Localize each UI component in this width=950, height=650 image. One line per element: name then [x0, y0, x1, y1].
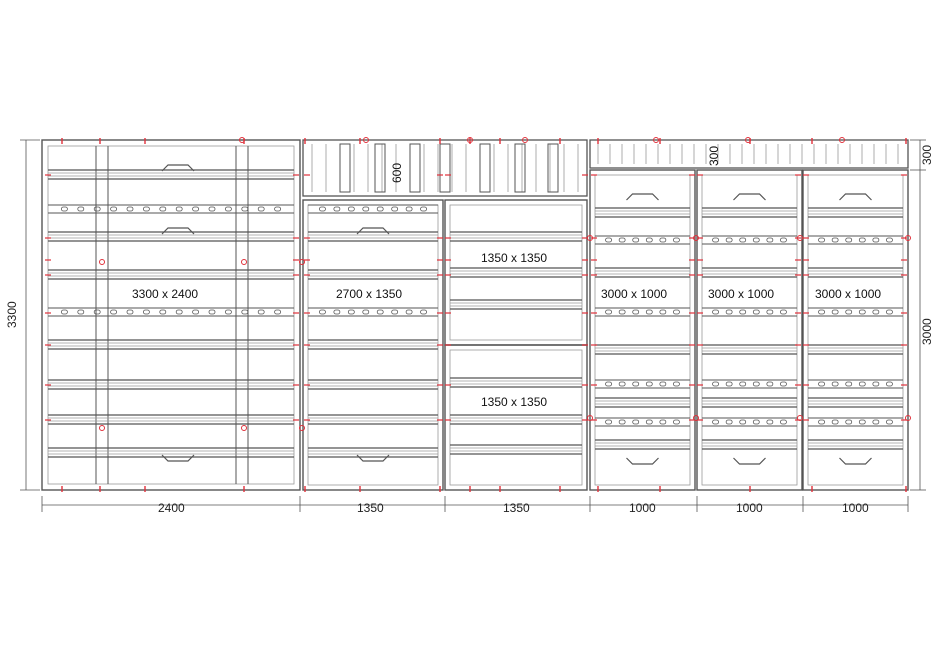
- filler-label-300: 300: [707, 145, 721, 166]
- slot-hole: [780, 310, 786, 314]
- slot-hole: [275, 207, 281, 211]
- dim-bottom-1000-a: 1000: [629, 501, 656, 515]
- slot-hole: [94, 207, 100, 211]
- slot-hole: [209, 207, 215, 211]
- panel-handle: [627, 458, 659, 464]
- panel-handle: [162, 455, 194, 461]
- panel-label-1350x1350-bottom: 1350 x 1350: [481, 395, 548, 409]
- slot-hole: [819, 382, 825, 386]
- panel-3300x2400-inner: [48, 146, 294, 484]
- slot-hole: [740, 310, 746, 314]
- slot-hole: [780, 382, 786, 386]
- slot-hole: [421, 310, 427, 314]
- slot-hole: [819, 310, 825, 314]
- slot-hole: [377, 310, 383, 314]
- panel-3000x1000-c-frame: [803, 170, 908, 490]
- slot-hole: [633, 420, 639, 424]
- slot-hole: [61, 310, 67, 314]
- panel-handle: [357, 455, 389, 461]
- panel-1350x1350-top-frame: [445, 200, 587, 345]
- slot-hole: [660, 310, 666, 314]
- slot-hole: [143, 310, 149, 314]
- filler-600-bracket: [375, 144, 385, 192]
- slot-hole: [859, 420, 865, 424]
- slot-hole: [660, 420, 666, 424]
- slot-hole: [94, 310, 100, 314]
- slot-hole: [619, 420, 625, 424]
- slot-hole: [209, 310, 215, 314]
- slot-hole: [377, 207, 383, 211]
- slot-hole: [726, 382, 732, 386]
- slot-hole: [713, 420, 719, 424]
- slot-hole: [753, 310, 759, 314]
- slot-hole: [160, 207, 166, 211]
- slot-hole: [873, 238, 879, 242]
- panel-3000x1000-a-frame: [590, 170, 695, 490]
- filler-600-frame: [303, 140, 587, 196]
- clip-circle: [242, 260, 247, 265]
- slot-hole: [392, 310, 398, 314]
- panel-label-3000x1000-c: 3000 x 1000: [815, 287, 882, 301]
- slot-hole: [819, 238, 825, 242]
- slot-hole: [753, 420, 759, 424]
- dim-bottom-1350-a: 1350: [357, 501, 384, 515]
- panel-label-1350x1350-top: 1350 x 1350: [481, 251, 548, 265]
- slot-hole: [859, 310, 865, 314]
- slot-hole: [886, 310, 892, 314]
- slot-hole: [846, 382, 852, 386]
- slot-hole: [406, 310, 412, 314]
- slot-hole: [606, 420, 612, 424]
- slot-hole: [846, 420, 852, 424]
- slot-hole: [78, 310, 84, 314]
- connector-marks: [45, 138, 911, 493]
- slot-hole: [726, 420, 732, 424]
- dim-right-3000: 3000: [920, 318, 934, 345]
- panel-3000x1000-c-inner: [808, 175, 903, 485]
- slot-hole: [646, 382, 652, 386]
- slot-hole: [633, 382, 639, 386]
- slot-hole: [421, 207, 427, 211]
- clip-circle: [242, 426, 247, 431]
- slot-hole: [673, 238, 679, 242]
- slot-hole: [633, 238, 639, 242]
- slot-hole: [726, 310, 732, 314]
- filler-600-bracket: [340, 144, 350, 192]
- clip-circle: [694, 416, 699, 421]
- slot-hole: [832, 238, 838, 242]
- slot-hole: [334, 310, 340, 314]
- slot-hole: [606, 382, 612, 386]
- slot-hole: [606, 238, 612, 242]
- clip-circle: [100, 260, 105, 265]
- dim-bottom-1000-c: 1000: [842, 501, 869, 515]
- filler-600-bracket: [410, 144, 420, 192]
- slot-hole: [619, 310, 625, 314]
- slot-hole: [275, 310, 281, 314]
- panel-3000x1000-b-inner: [702, 175, 797, 485]
- slot-hole: [363, 207, 369, 211]
- dim-left-3300: 3300: [5, 301, 19, 328]
- slot-hole: [633, 310, 639, 314]
- slot-hole: [646, 310, 652, 314]
- panel-label-3000x1000-a: 3000 x 1000: [601, 287, 668, 301]
- slot-hole: [363, 310, 369, 314]
- slot-hole: [819, 420, 825, 424]
- slot-hole: [713, 238, 719, 242]
- slot-hole: [726, 238, 732, 242]
- slot-hole: [886, 420, 892, 424]
- panel-handle: [734, 458, 766, 464]
- slot-hole: [832, 310, 838, 314]
- slot-hole: [886, 238, 892, 242]
- slot-hole: [767, 310, 773, 314]
- slot-hole: [619, 382, 625, 386]
- filler-600-bracket: [515, 144, 525, 192]
- slot-hole: [767, 420, 773, 424]
- slot-hole: [225, 310, 231, 314]
- slot-hole: [619, 238, 625, 242]
- panel-2700x1350-inner: [308, 205, 438, 485]
- panel-3300x2400-frame: [42, 140, 300, 490]
- filler-600-bracket: [548, 144, 558, 192]
- slot-hole: [319, 310, 325, 314]
- slot-hole: [143, 207, 149, 211]
- slot-hole: [78, 207, 84, 211]
- slot-hole: [753, 382, 759, 386]
- slot-hole: [767, 382, 773, 386]
- slot-hole: [886, 382, 892, 386]
- slot-hole: [873, 382, 879, 386]
- slot-hole: [160, 310, 166, 314]
- slot-hole: [660, 238, 666, 242]
- slot-hole: [753, 238, 759, 242]
- panel-1350x1350-bottom-frame: [445, 345, 587, 490]
- panel-handle: [627, 194, 659, 200]
- slot-hole: [673, 420, 679, 424]
- slot-hole: [646, 420, 652, 424]
- slot-hole: [61, 207, 67, 211]
- slot-hole: [673, 382, 679, 386]
- slot-hole: [740, 420, 746, 424]
- slot-hole: [225, 207, 231, 211]
- slot-hole: [176, 207, 182, 211]
- panel-label-3300x2400: 3300 x 2400: [132, 287, 199, 301]
- slot-hole: [606, 310, 612, 314]
- panel-handle: [734, 194, 766, 200]
- panel-label-3000x1000-b: 3000 x 1000: [708, 287, 775, 301]
- panel-3000x1000-b-frame: [697, 170, 802, 490]
- slot-hole: [740, 238, 746, 242]
- panel-frames: [42, 140, 908, 490]
- dim-bottom-1350-b: 1350: [503, 501, 530, 515]
- slot-hole: [406, 207, 412, 211]
- panel-1350x1350-bottom-inner: [450, 350, 582, 485]
- panel-3000x1000-a-inner: [595, 175, 690, 485]
- slot-hole: [859, 382, 865, 386]
- slot-hole: [242, 207, 248, 211]
- panel-2700x1350-frame: [303, 200, 443, 490]
- slot-hole: [176, 310, 182, 314]
- panel-label-2700x1350: 2700 x 1350: [336, 287, 403, 301]
- slot-hole: [258, 207, 264, 211]
- slot-hole: [392, 207, 398, 211]
- panel-handle: [840, 458, 872, 464]
- panel-handle: [162, 228, 194, 234]
- slot-hole: [713, 382, 719, 386]
- slot-hole: [111, 207, 117, 211]
- slot-hole: [660, 382, 666, 386]
- dim-right-300: 300: [920, 144, 934, 165]
- slot-hole: [713, 310, 719, 314]
- slot-hole: [832, 382, 838, 386]
- slot-hole: [767, 238, 773, 242]
- panel-handle: [840, 194, 872, 200]
- slot-hole: [673, 310, 679, 314]
- slot-hole: [193, 310, 199, 314]
- slot-hole: [646, 238, 652, 242]
- filler-label-600: 600: [390, 162, 404, 183]
- panel-1350x1350-top-inner: [450, 205, 582, 340]
- filler-600-bracket: [480, 144, 490, 192]
- slot-hole: [334, 207, 340, 211]
- filler-300-frame: [590, 140, 908, 168]
- slot-hole: [258, 310, 264, 314]
- filler-600-bracket: [440, 144, 450, 192]
- slot-hole: [780, 420, 786, 424]
- slot-hole: [873, 310, 879, 314]
- slot-hole: [740, 382, 746, 386]
- slot-hole: [873, 420, 879, 424]
- slot-hole: [348, 207, 354, 211]
- slot-hole: [846, 310, 852, 314]
- slot-hole: [242, 310, 248, 314]
- clip-circle: [100, 426, 105, 431]
- slot-hole: [127, 207, 133, 211]
- slot-hole: [127, 310, 133, 314]
- dim-bottom-2400: 2400: [158, 501, 185, 515]
- panel-handle: [357, 228, 389, 234]
- dim-bottom-1000-b: 1000: [736, 501, 763, 515]
- slot-hole: [832, 420, 838, 424]
- slot-hole: [859, 238, 865, 242]
- slot-hole: [846, 238, 852, 242]
- slot-hole: [111, 310, 117, 314]
- slot-hole: [193, 207, 199, 211]
- slot-hole: [319, 207, 325, 211]
- slot-hole: [780, 238, 786, 242]
- slot-hole: [348, 310, 354, 314]
